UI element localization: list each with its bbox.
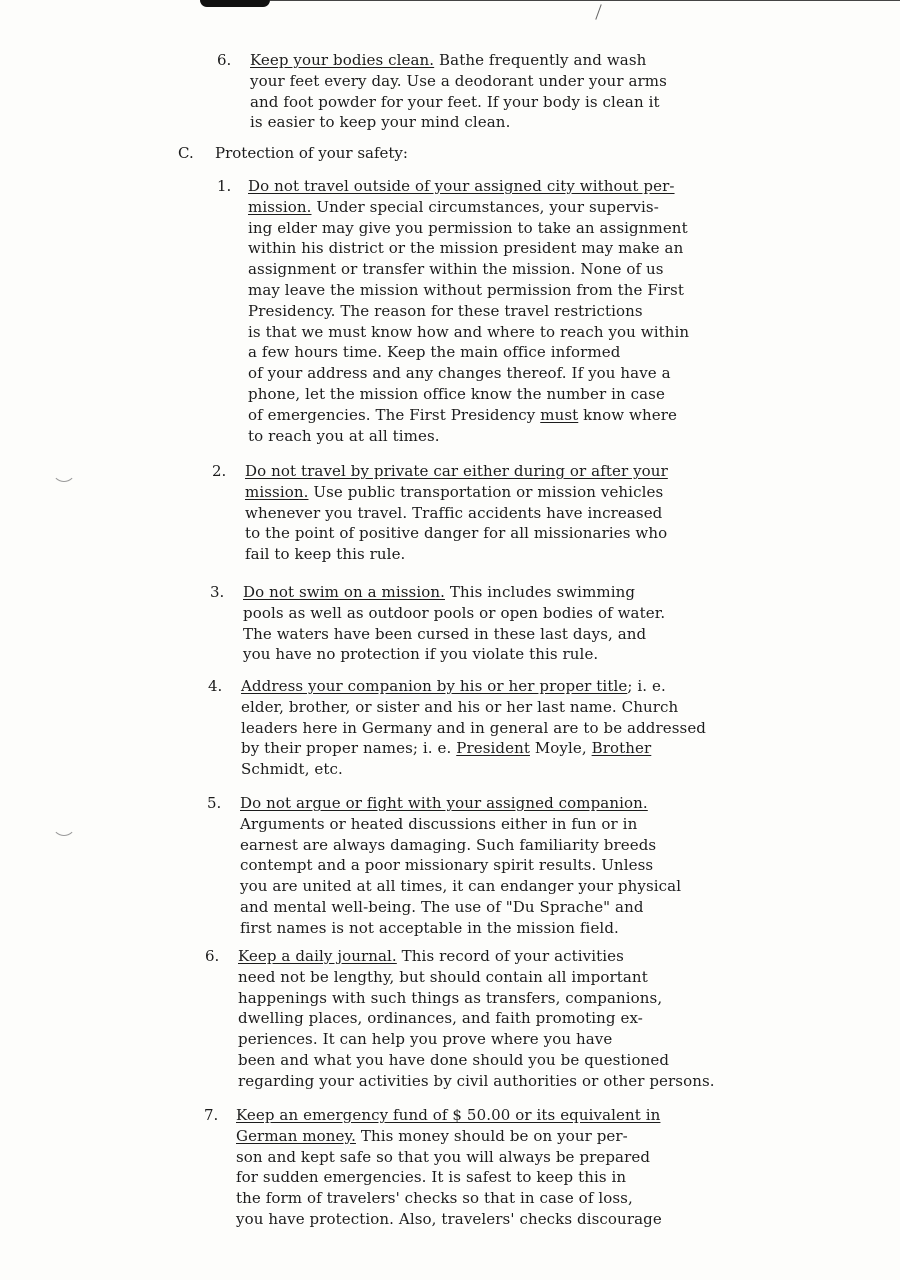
text-line: [236, 1126, 662, 1147]
underlined-text: mission.: [248, 197, 312, 216]
plain-text: ing elder may give you permission to take an assignment: [248, 218, 688, 237]
text-line: [240, 876, 681, 897]
item-number: 4.: [208, 677, 223, 695]
item-text: [238, 946, 715, 1092]
text-line: [238, 967, 715, 988]
text-line: [241, 697, 706, 718]
item-number: 3.: [210, 583, 225, 601]
text-line: [245, 503, 668, 524]
plain-text: is that we must know how and where to reach you within: [248, 322, 690, 341]
plain-text: by their proper names; i. e.: [241, 739, 457, 758]
punch-hole-icon: [52, 812, 76, 836]
text-line: [250, 112, 667, 133]
underlined-text: mission.: [245, 482, 309, 501]
plain-text: phone, let the mission office know the number in case: [248, 384, 665, 403]
plain-text: first names is not acceptable in the mission field.: [240, 918, 619, 937]
plain-text: the form of travelers' checks so that in case of loss,: [236, 1189, 633, 1208]
text-line: [243, 624, 665, 645]
text-line: [236, 1209, 662, 1230]
text-line: [240, 793, 681, 814]
item-number: 7.: [204, 1106, 219, 1124]
plain-text: leaders here in Germany and in general are to be addressed: [241, 718, 707, 737]
scan-edge-mark: [200, 0, 270, 7]
plain-text: to reach you at all times.: [248, 426, 440, 445]
plain-text: Bathe frequently and wash: [434, 51, 647, 69]
underlined-text: Keep a daily journal.: [238, 947, 397, 965]
underlined-text: Do not travel outside of your assigned city without per-: [248, 177, 675, 195]
text-line: [236, 1147, 662, 1168]
text-line: [243, 582, 665, 603]
plain-text: within his district or the mission president may make an: [248, 239, 684, 258]
text-line: [238, 1071, 715, 1092]
plain-text: Moyle,: [529, 739, 592, 758]
item-text: [240, 793, 681, 939]
text-line: [248, 280, 689, 301]
plain-text: Arguments or heated discussions either in fun or in: [240, 814, 638, 833]
plain-text: Use public transportation or mission vehicles: [308, 482, 664, 501]
text-line: [245, 523, 668, 544]
text-line: [236, 1167, 662, 1188]
plain-text: you have protection. Also, travelers' checks discourage: [236, 1209, 662, 1228]
item-text: [241, 676, 706, 780]
text-line: [241, 676, 706, 697]
text-line: [241, 718, 706, 739]
item-text: [243, 582, 665, 665]
text-line: [240, 918, 681, 939]
text-line: [248, 301, 689, 322]
underlined-text: President: [456, 739, 530, 758]
underlined-text: must: [540, 405, 579, 424]
plain-text: for sudden emergencies. It is safest to keep this in: [236, 1168, 627, 1187]
punch-hole-icon: [52, 458, 76, 482]
item-text: [236, 1105, 662, 1230]
text-line: [243, 644, 665, 665]
text-line: [248, 426, 689, 447]
text-line: [238, 988, 715, 1009]
text-line: [248, 384, 689, 405]
plain-text: you have no protection if you violate this rule.: [243, 645, 599, 664]
plain-text: Under special circumstances, your supervis-: [311, 197, 659, 216]
text-line: [245, 482, 668, 503]
underlined-text: Keep your bodies clean.: [250, 51, 435, 69]
text-line: [238, 946, 715, 967]
plain-text: dwelling places, ordinances, and faith promoting ex-: [238, 1009, 643, 1028]
plain-text: and mental well-being. The use of "Du Sprache" and: [240, 897, 644, 916]
item-number: 2.: [212, 462, 227, 480]
plain-text: your feet every day. Use a deodorant under your arms: [250, 71, 667, 90]
plain-text: happenings with such things as transfers, companions,: [238, 988, 663, 1007]
item-number: 6.: [217, 51, 232, 69]
plain-text: regarding your activities by civil authorities or other persons.: [238, 1071, 715, 1090]
plain-text: know where: [578, 405, 677, 424]
text-line: [245, 461, 668, 482]
underlined-text: Keep an emergency fund of $ 50.00 or its equivalent in: [236, 1106, 661, 1124]
plain-text: is easier to keep your mind clean.: [250, 113, 511, 132]
item-number: 6.: [205, 947, 220, 965]
item-number: 5.: [207, 794, 222, 812]
text-line: [240, 855, 681, 876]
section-letter: C.: [178, 144, 194, 162]
text-line: [248, 322, 689, 343]
text-line: [248, 197, 689, 218]
text-line: [245, 544, 668, 565]
plain-text: whenever you travel. Traffic accidents have increased: [245, 503, 663, 522]
plain-text: son and kept safe so that you will always be prepared: [236, 1147, 651, 1166]
item-text: [250, 50, 667, 133]
text-line: [248, 176, 689, 197]
underlined-text: Address your companion by his or her proper title: [241, 677, 628, 695]
text-line: [250, 92, 667, 113]
plain-text: This includes swimming: [444, 583, 636, 601]
text-line: [240, 897, 681, 918]
plain-text: Schmidt, etc.: [241, 760, 343, 779]
plain-text: a few hours time. Keep the main office informed: [248, 343, 621, 362]
plain-text: and foot powder for your feet. If your body is clean it: [250, 92, 660, 111]
underlined-text: Do not swim on a mission.: [243, 583, 445, 601]
text-line: [250, 50, 667, 71]
plain-text: This money should be on your per-: [355, 1126, 628, 1145]
underlined-text: Do not travel by private car either during or after your: [245, 462, 668, 480]
item-number: 1.: [217, 177, 232, 195]
text-line: [248, 259, 689, 280]
plain-text: periences. It can help you prove where you have: [238, 1030, 613, 1049]
plain-text: to the point of positive danger for all missionaries who: [245, 524, 668, 543]
text-line: [248, 342, 689, 363]
text-line: [248, 405, 689, 426]
plain-text: of emergencies. The First Presidency: [248, 405, 541, 424]
text-line: [241, 738, 706, 759]
text-line: [243, 603, 665, 624]
text-line: [250, 71, 667, 92]
underlined-text: Do not argue or fight with your assigned companion.: [240, 794, 648, 812]
text-line: [238, 1050, 715, 1071]
plain-text: earnest are always damaging. Such familiarity breeds: [240, 835, 657, 854]
text-line: [240, 835, 681, 856]
text-line: [240, 814, 681, 835]
plain-text: of your address and any changes thereof. If you have a: [248, 364, 671, 383]
plain-text: This record of your activities: [396, 947, 624, 965]
plain-text: ; i. e.: [627, 677, 666, 695]
plain-text: assignment or transfer within the mission. None of us: [248, 260, 664, 279]
plain-text: Presidency. The reason for these travel restrictions: [248, 301, 643, 320]
section-c-header: [178, 143, 778, 163]
text-line: [248, 238, 689, 259]
plain-text: pools as well as outdoor pools or open bodies of water.: [243, 603, 666, 622]
text-line: [236, 1105, 662, 1126]
text-line: [248, 363, 689, 384]
plain-text: elder, brother, or sister and his or her last name. Church: [241, 697, 679, 716]
pencil-tick-mark: [595, 4, 601, 19]
plain-text: been and what you have done should you be questioned: [238, 1050, 670, 1069]
item-text: [245, 461, 668, 565]
scan-top-edge: [270, 0, 900, 1]
text-line: [241, 759, 706, 780]
section-title: Protection of your safety:: [215, 144, 408, 162]
text-line: [236, 1188, 662, 1209]
underlined-text: Brother: [591, 739, 652, 758]
plain-text: you are united at all times, it can endanger your physical: [240, 877, 682, 896]
plain-text: need not be lengthy, but should contain all important: [238, 967, 648, 986]
item-text: [248, 176, 689, 446]
plain-text: may leave the mission without permission from the First: [248, 280, 684, 299]
text-line: [238, 1029, 715, 1050]
text-line: [238, 1008, 715, 1029]
plain-text: The waters have been cursed in these last days, and: [243, 624, 647, 643]
text-line: [248, 218, 689, 239]
plain-text: contempt and a poor missionary spirit results. Unless: [240, 856, 654, 875]
underlined-text: German money.: [236, 1126, 356, 1145]
plain-text: fail to keep this rule.: [245, 545, 406, 564]
